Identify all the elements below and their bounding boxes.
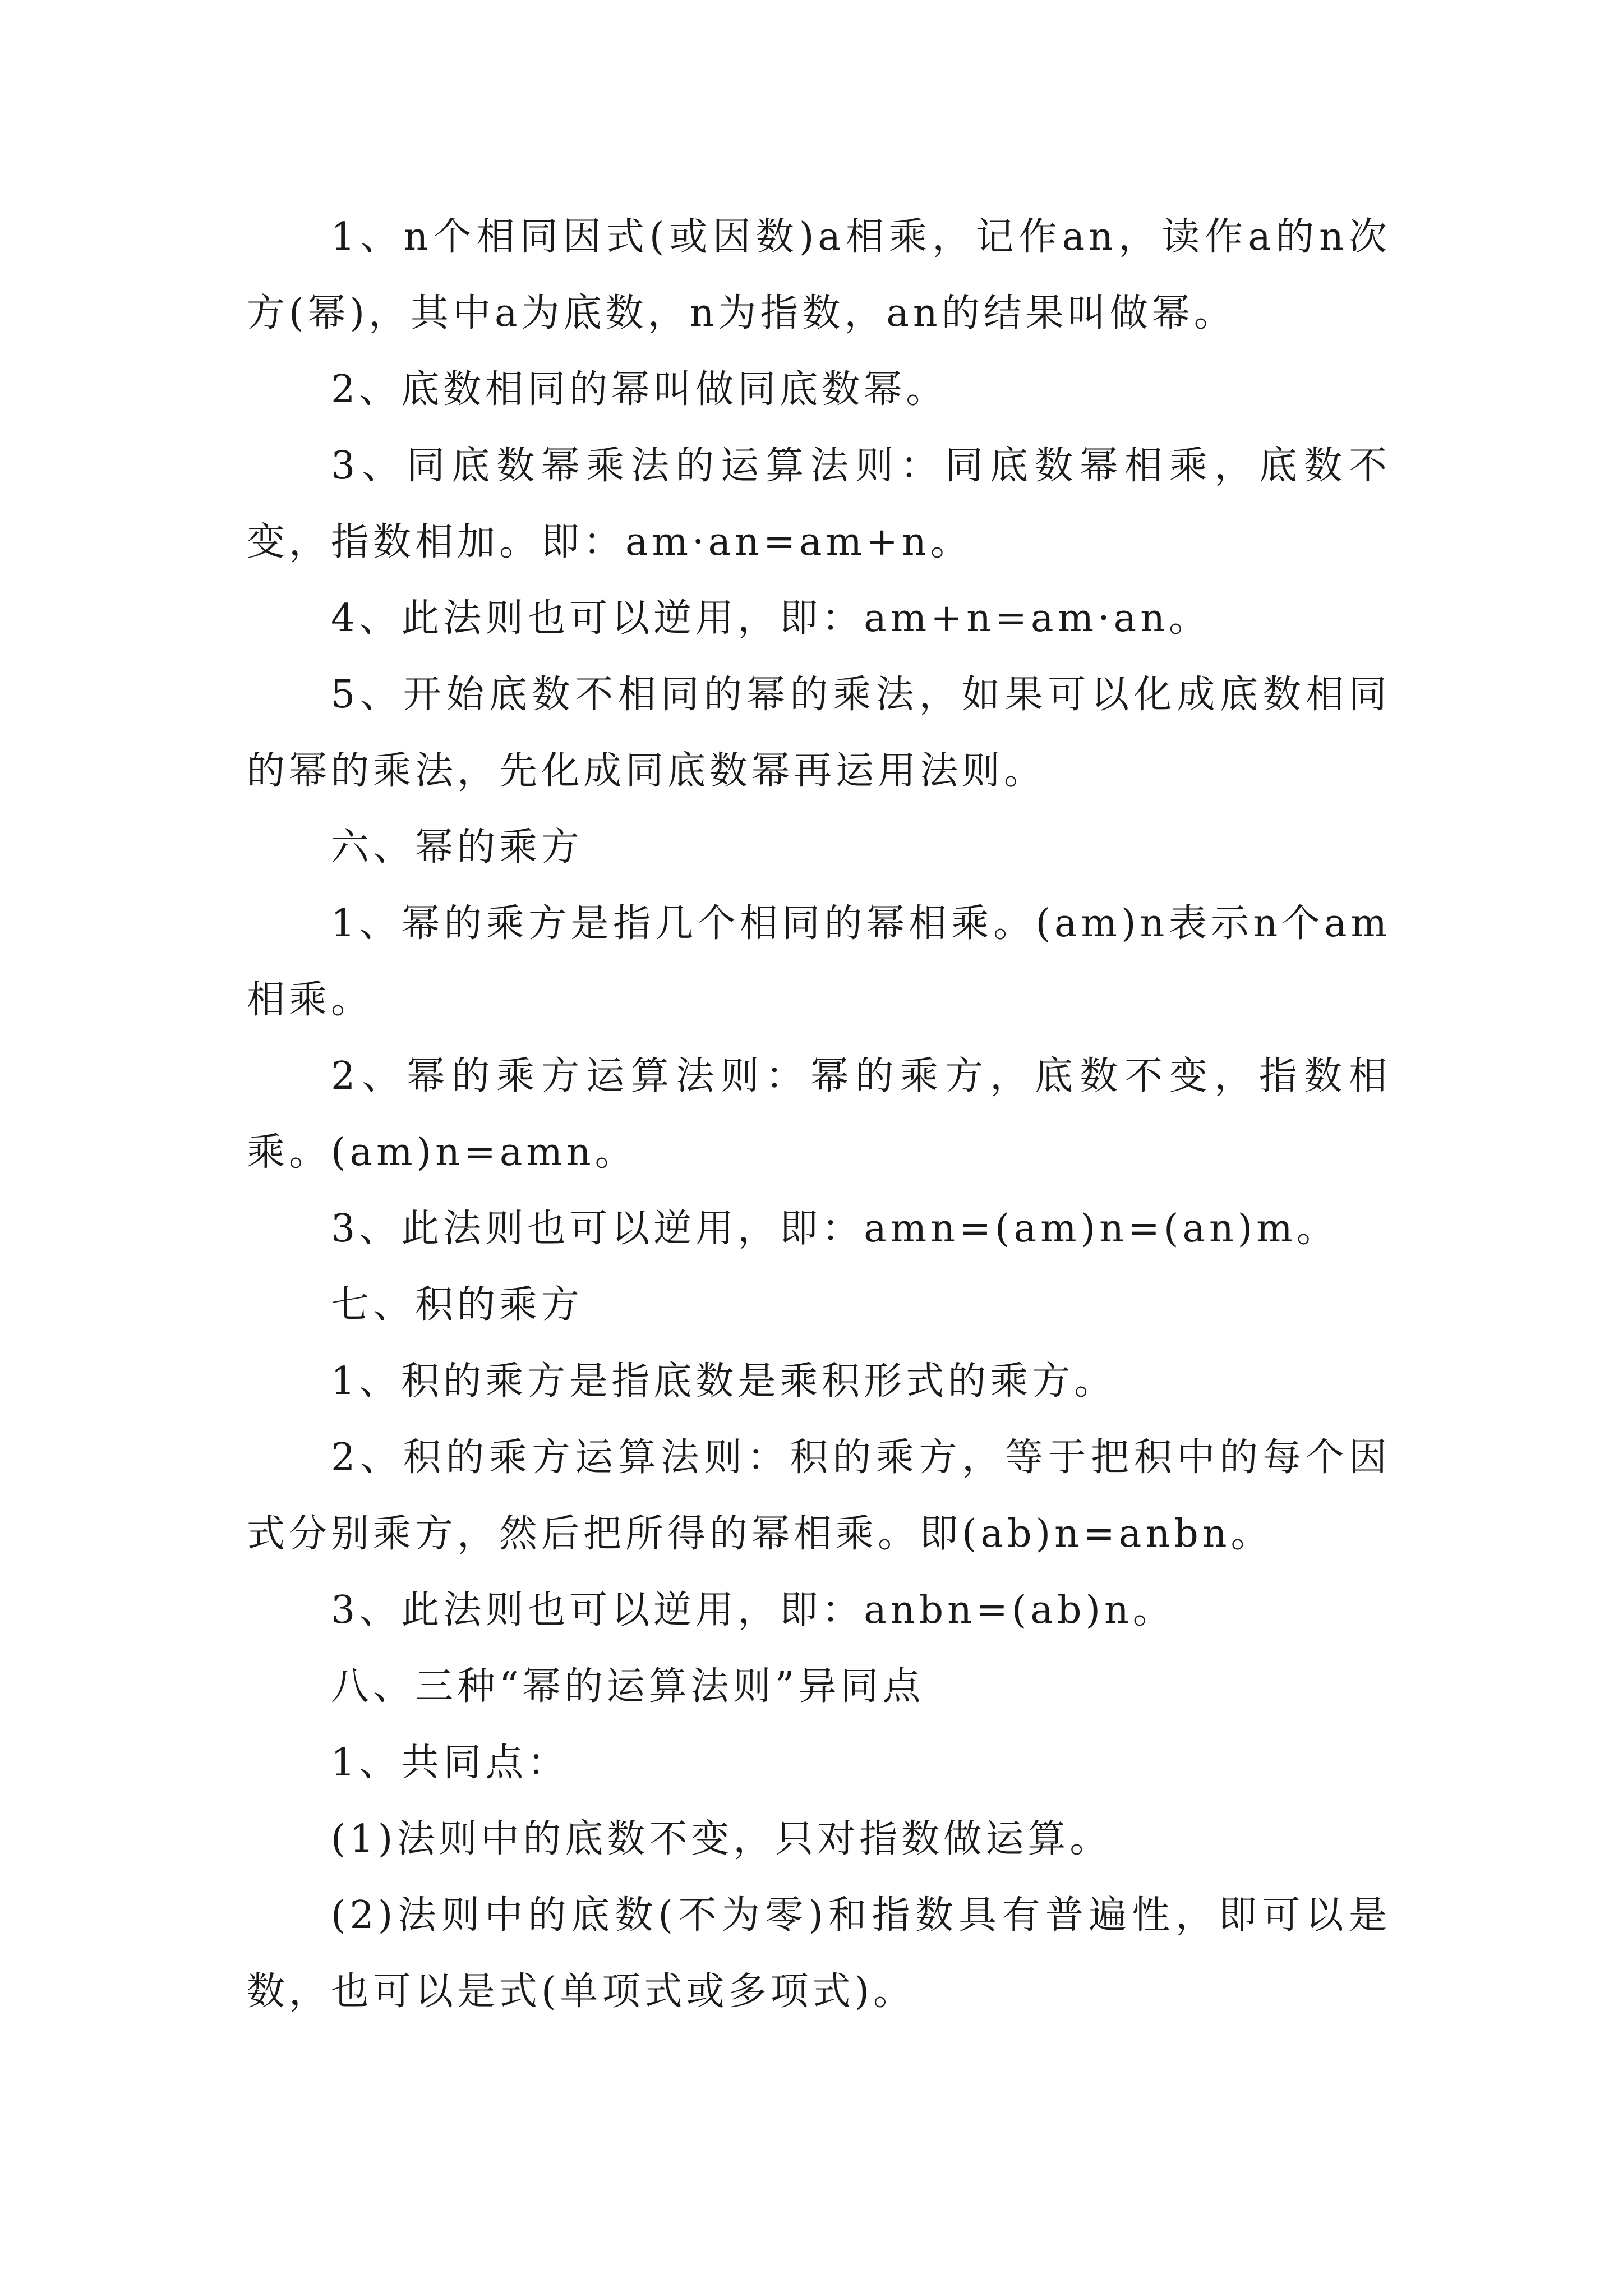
document-body	[247, 199, 1391, 2030]
paragraph-6-2: 2、幂的乘方运算法则：幂的乘方，底数不变，指数相乘。(am)n=amn。	[247, 1054, 1391, 1175]
section-heading-6: 六、幂的乘方	[331, 825, 584, 869]
paragraph-8-1-b: (2)法则中的底数(不为零)和指数具有普遍性，即可以是数，也可以是式(单项式或多项式)。	[247, 1893, 1391, 2014]
paragraph-7-3: 3、此法则也可以逆用，即：anbn=(ab)n。	[331, 1588, 1175, 1632]
paragraph-1: 1、n个相同因式(或因数)a相乘，记作an，读作a的n次方(幂)，其中a为底数，n为指数，an的结果叫做幂。	[247, 215, 1391, 335]
paragraph-8-1: 1、共同点：	[331, 1741, 570, 1785]
paragraph-3: 3、同底数幂乘法的运算法则：同底数幂相乘，底数不变，指数相加。即：am·an=am+n。	[247, 444, 1391, 564]
paragraph-6-1: 1、幂的乘方是指几个相同的幂相乘。(am)n表示n个am相乘。	[247, 901, 1391, 1022]
paragraph-8-1-a: (1)法则中的底数不变，只对指数做运算。	[331, 1817, 1112, 1861]
section-heading-7: 七、积的乘方	[331, 1283, 584, 1327]
section-heading-8: 八、三种“幂的运算法则”异同点	[331, 1664, 925, 1709]
paragraph-7-1: 1、积的乘方是指底数是乘积形式的乘方。	[331, 1359, 1117, 1404]
paragraph-2: 2、底数相同的幂叫做同底数幂。	[331, 367, 948, 412]
paragraph-6-3: 3、此法则也可以逆用，即：amn=(am)n=(an)m。	[331, 1207, 1339, 1251]
paragraph-5: 5、开始底数不相同的幂的乘法，如果可以化成底数相同的幂的乘法，先化成同底数幂再运用法则。	[247, 673, 1391, 793]
paragraph-4: 4、此法则也可以逆用，即：am+n=am·an。	[331, 596, 1211, 641]
paragraph-7-2: 2、积的乘方运算法则：积的乘方，等于把积中的每个因式分别乘方，然后把所得的幂相乘。即(ab)n=anbn。	[247, 1435, 1391, 1556]
